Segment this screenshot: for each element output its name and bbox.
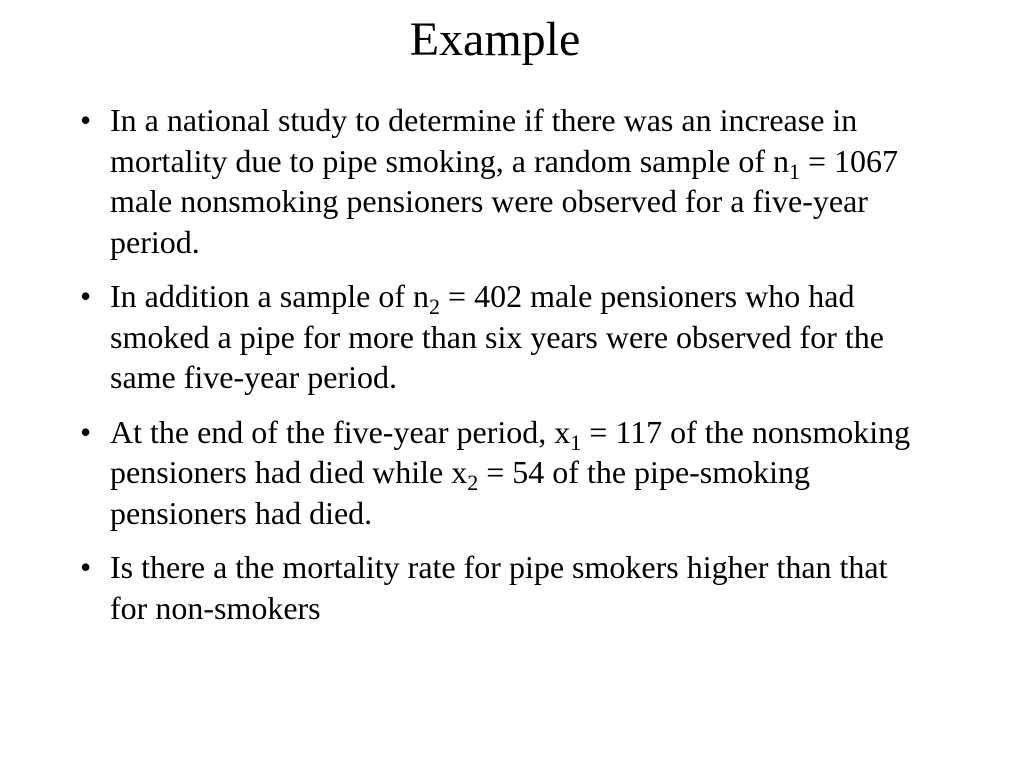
subscript: 1 [570, 429, 582, 455]
bullet-item-question [80, 547, 930, 628]
bullet-text: In a national study to determine if there was an increase in mortality due to pipe smoking, a random sample of n [110, 102, 858, 179]
bullet-text: Is there a the mortality rate for pipe smokers higher than that for non-smokers [110, 549, 888, 626]
bullet-text: = 117 of the nonsmoking pensioners had died while x [110, 413, 911, 490]
bullet-icon: • [80, 549, 92, 585]
subscript: 2 [429, 294, 441, 319]
bullet-item-study-design [80, 100, 930, 262]
bullet-text: = 402 male pensioners who had smoked a pipe for more than six years were observed for the same five-year period. [110, 278, 884, 395]
bullet-text: = 54 of the pipe-smoking pensioners had died. [110, 454, 811, 531]
bullet-icon: • [80, 102, 92, 138]
bullet-list [80, 100, 930, 642]
bullet-text: In addition a sample of n [110, 278, 430, 314]
bullet-text: At the end of the five-year period, x [110, 413, 571, 450]
subscript: 1 [788, 158, 800, 184]
bullet-icon: • [80, 413, 92, 450]
bullet-item-deaths [80, 412, 930, 534]
bullet-icon: • [80, 278, 92, 314]
slide-title: Example [409, 13, 581, 66]
bullet-item-pipe-sample [80, 276, 930, 398]
bullet-text: = 1067 male nonsmoking pensioners were observed for a five-year period. [110, 142, 899, 260]
subscript: 2 [467, 470, 479, 495]
